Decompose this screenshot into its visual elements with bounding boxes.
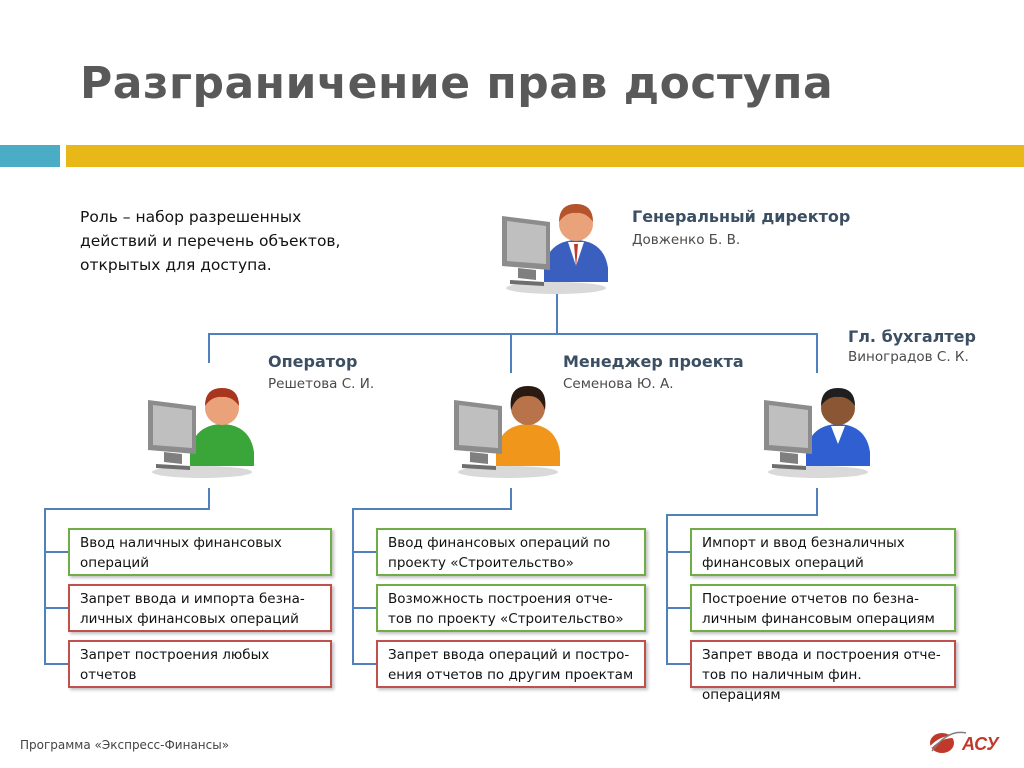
- role-definition-note: Роль – набор разрешенных действий и перечень объектов, открытых для доступа.: [80, 208, 341, 274]
- manager-person: Семенова Ю. А.: [563, 376, 674, 392]
- connector-manager-tick-1: [352, 551, 376, 553]
- director-role: Генеральный директор: [632, 207, 851, 226]
- permission-box: Ввод финансовых операций по проекту «Строительство»: [376, 528, 646, 576]
- user-computer-icon: [448, 380, 568, 480]
- connector-operator-h: [44, 508, 210, 510]
- manager-role: Менеджер проекта: [563, 352, 744, 371]
- asu-logo-icon: [928, 727, 1012, 757]
- connector-operator-down: [208, 333, 210, 363]
- connector-manager-v: [352, 508, 354, 665]
- logo-text: АСУ: [962, 734, 999, 754]
- connector-accountant-h: [666, 514, 818, 516]
- connector-accountant-v: [666, 514, 668, 665]
- connector-manager-up: [510, 488, 512, 508]
- connector-manager-tick-2: [352, 607, 376, 609]
- connector-manager-down: [510, 333, 512, 373]
- connector-accountant-up: [816, 488, 818, 514]
- connector-manager-tick-3: [352, 663, 376, 665]
- connector-accountant-tick-1: [666, 551, 690, 553]
- page-title: Разграничение прав доступа: [80, 58, 834, 109]
- connector-accountant-down: [816, 333, 818, 373]
- connector-accountant-tick-3: [666, 663, 690, 665]
- operator-person: Решетова С. И.: [268, 376, 375, 392]
- permission-box: Возможность построения отче-тов по проекту «Строительство»: [376, 584, 646, 632]
- accent-bar-gold: [66, 145, 1024, 167]
- permission-box: Запрет ввода и импорта безна-личных финансовых операций: [68, 584, 332, 632]
- connector-operator-up: [208, 488, 210, 508]
- footer-program-name: Программа «Экспресс-Финансы»: [20, 738, 230, 752]
- connector-operator-tick-1: [44, 551, 68, 553]
- accountant-person: Виноградов С. К.: [848, 349, 969, 365]
- permission-box: Ввод наличных финансовых операций: [68, 528, 332, 576]
- connector-operator-tick-2: [44, 607, 68, 609]
- connector-accountant-tick-2: [666, 607, 690, 609]
- permission-box: Запрет ввода операций и постро-ения отчетов по другим проектам: [376, 640, 646, 688]
- user-computer-icon: [496, 196, 616, 296]
- user-computer-icon: [142, 380, 262, 480]
- permission-box: Построение отчетов по безна-личным финансовым операциям: [690, 584, 956, 632]
- permission-box: Импорт и ввод безналичных финансовых операций: [690, 528, 956, 576]
- director-person: Довженко Б. В.: [632, 232, 741, 248]
- accent-bar-blue: [0, 145, 60, 167]
- accountant-role: Гл. бухгалтер: [848, 327, 976, 346]
- permission-box: Запрет ввода и построения отче-тов по наличным фин. операциям: [690, 640, 956, 688]
- operator-role: Оператор: [268, 352, 358, 371]
- connector-operator-tick-3: [44, 663, 68, 665]
- user-computer-icon: [758, 380, 878, 480]
- connector-manager-h: [352, 508, 512, 510]
- connector-operator-v: [44, 508, 46, 665]
- connector-horizontal: [208, 333, 818, 335]
- permission-box: Запрет построения любых отчетов: [68, 640, 332, 688]
